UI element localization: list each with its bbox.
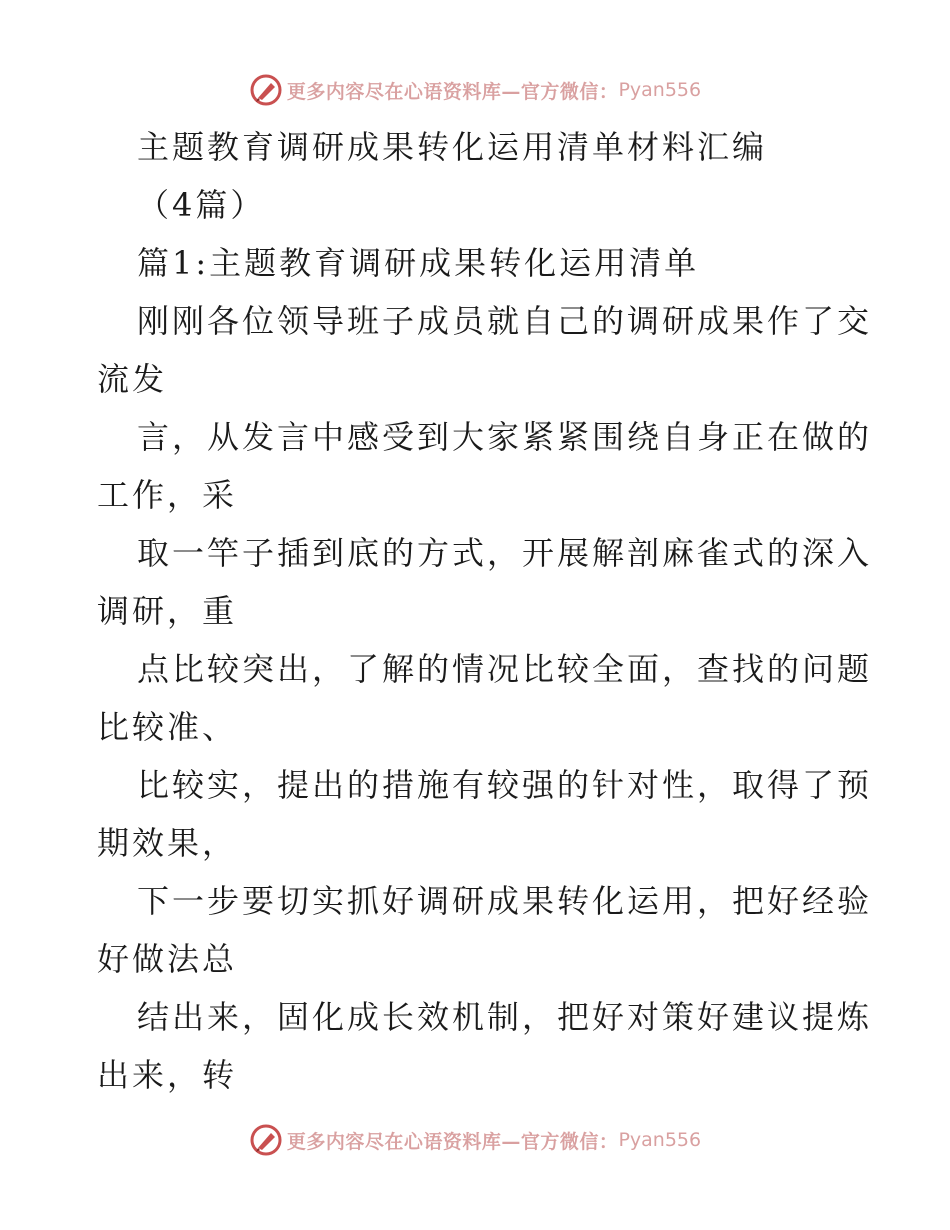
text-line: 好做法总 <box>97 940 238 978</box>
watermark-wechat-id: Pyan556 <box>618 1129 702 1151</box>
text-line: （4篇） <box>137 186 266 224</box>
text-line: 出来，转 <box>97 1056 238 1094</box>
text-line: 流发 <box>97 360 168 398</box>
text-line: 下一步要切实抓好调研成果转化运用，把好经验 <box>137 882 873 920</box>
watermark-wechat-id: Pyan556 <box>618 79 702 101</box>
text-line: 言，从发言中感受到大家紧紧围绕自身正在做的 <box>137 418 873 456</box>
text-line: 篇1:主题教育调研成果转化运用清单 <box>137 244 700 282</box>
watermark-separator: —官方微信： <box>501 1130 619 1153</box>
header-watermark <box>0 70 950 110</box>
text-line: 点比较突出，了解的情况比较全面，查找的问题 <box>137 650 873 688</box>
text-line: 工作，采 <box>97 476 238 514</box>
text-line: 刚刚各位领导班子成员就自己的调研成果作了交 <box>137 302 873 340</box>
watermark-text: 更多内容尽在心语资料库 <box>286 1130 502 1153</box>
watermark-text: 更多内容尽在心语资料库 <box>286 80 502 103</box>
text-line: 比较准、 <box>97 708 238 746</box>
document-body <box>97 118 873 1104</box>
text-line: 期效果， <box>97 824 238 862</box>
text-line: 比较实，提出的措施有较强的针对性，取得了预 <box>137 766 873 804</box>
watermark-separator: —官方微信： <box>501 80 619 103</box>
footer-watermark <box>0 1120 950 1160</box>
text-line: 取一竿子插到底的方式，开展解剖麻雀式的深入 <box>137 534 873 572</box>
pen-logo-icon <box>249 73 283 107</box>
text-line: 结出来，固化成长效机制，把好对策好建议提炼 <box>137 998 873 1036</box>
pen-logo-icon <box>249 1123 283 1157</box>
text-line: 主题教育调研成果转化运用清单材料汇编 <box>137 128 768 166</box>
text-line: 调研，重 <box>97 592 238 630</box>
